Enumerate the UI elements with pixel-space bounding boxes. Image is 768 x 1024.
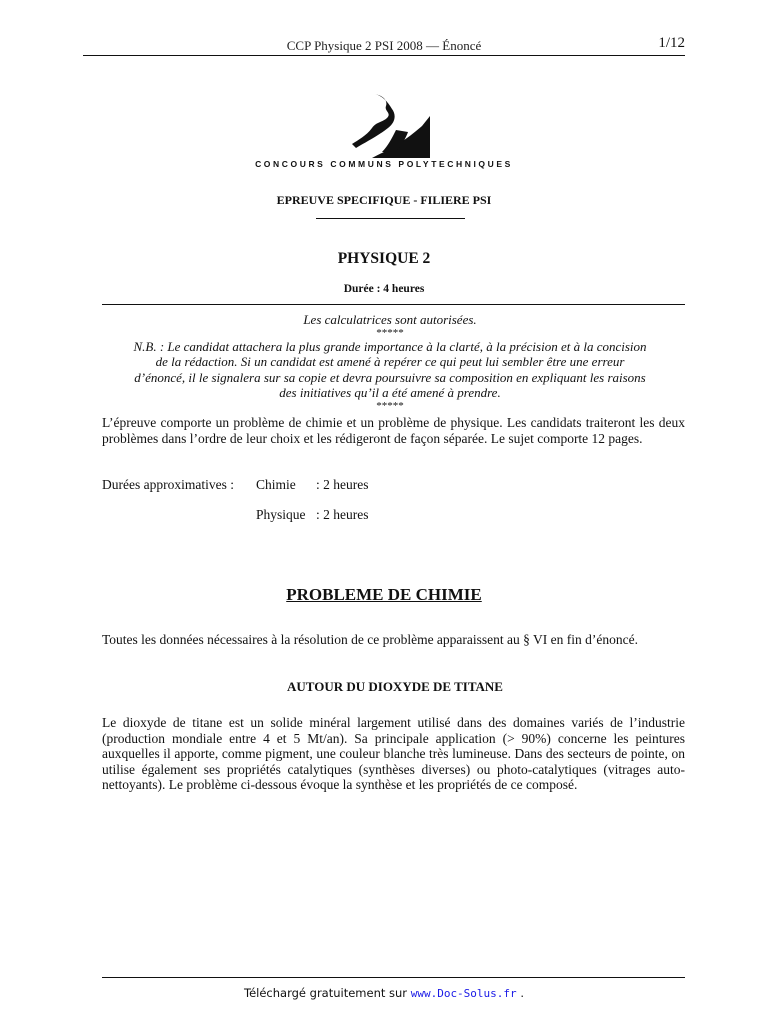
duration: Durée : 4 heures [343, 283, 425, 295]
calculators-note: Les calculatrices sont autorisées. [303, 312, 477, 327]
page-number: 1/12 [658, 35, 685, 51]
epreuve-title: EPREUVE SPECIFIQUE - FILIERE PSI [276, 193, 492, 207]
nb-line: des initiatives qu’il a été amené à prendre. [279, 385, 501, 400]
footer [0, 986, 768, 1000]
nb-line: N.B. : Le candidat attachera la plus grande importance à la clarté, à la précision et à la concision [133, 338, 647, 354]
duree-subject: Physique [256, 507, 306, 522]
footer-rule [102, 977, 685, 978]
durees-label: Durées approximatives : [102, 477, 234, 492]
data-note: Toutes les données nécessaires à la résolution de ce problème apparaissent au § VI en fin d’énoncé. [102, 632, 638, 647]
epreuve-underline [316, 218, 465, 219]
subject-title: PHYSIQUE 2 [337, 250, 431, 267]
intro-paragraph: L’épreuve comporte un problème de chimie et un problème de physique. Les candidats traiteront les deux problèmes dans l’ordre de leur choix et les rédigeront de façon séparée. Le sujet comporte 12 pages. [102, 415, 685, 446]
separator-stars: ***** [376, 399, 404, 412]
problem-paragraph: Le dioxyde de titane est un solide minéral largement utilisé dans des domaines variés de l’industrie (production mondiale entre 4 et 5 Mt/an). Sa principale application (> 90%) concerne les peintures auxquelles il apporte, comme pigment, une couleur blanche très lumineuse. Dans des secteurs de pointe, on utilise également ses propriétés catalytiques (synthèses diverses) ou photo-catalytiques (vitrages auto-nettoyants). Le problème ci-dessous évoque la synthèse et les propriétés de ce composé. [102, 715, 685, 792]
instructions-block [95, 312, 685, 412]
footer-suffix: . [520, 986, 524, 1000]
ccp-profile-logo-icon [352, 92, 430, 158]
title-block-rule [102, 304, 685, 305]
header-rule [83, 55, 685, 56]
duree-time: : 2 heures [316, 477, 369, 492]
duree-time: : 2 heures [316, 507, 369, 522]
nb-line: d’énoncé, il le signalera sur sa copie et devra poursuivre sa composition en expliquant les raisons [134, 369, 646, 385]
nb-line: de la rédaction. Si un candidat est amené à repérer ce qui peut lui sembler être une erreur [155, 354, 625, 369]
separator-stars: ***** [376, 326, 404, 339]
footer-prefix: Téléchargé gratuitement sur [244, 986, 408, 1000]
section-title: AUTOUR DU DIOXYDE DE TITANE [287, 679, 503, 694]
duree-subject: Chimie [256, 477, 296, 492]
problem-title: PROBLEME DE CHIMIE [286, 585, 482, 604]
institution-name: CONCOURS COMMUNS POLYTECHNIQUES [255, 159, 513, 169]
footer-link[interactable]: www.Doc-Solus.fr [410, 987, 517, 1000]
running-header-title: CCP Physique 2 PSI 2008 — Énoncé [286, 38, 482, 53]
